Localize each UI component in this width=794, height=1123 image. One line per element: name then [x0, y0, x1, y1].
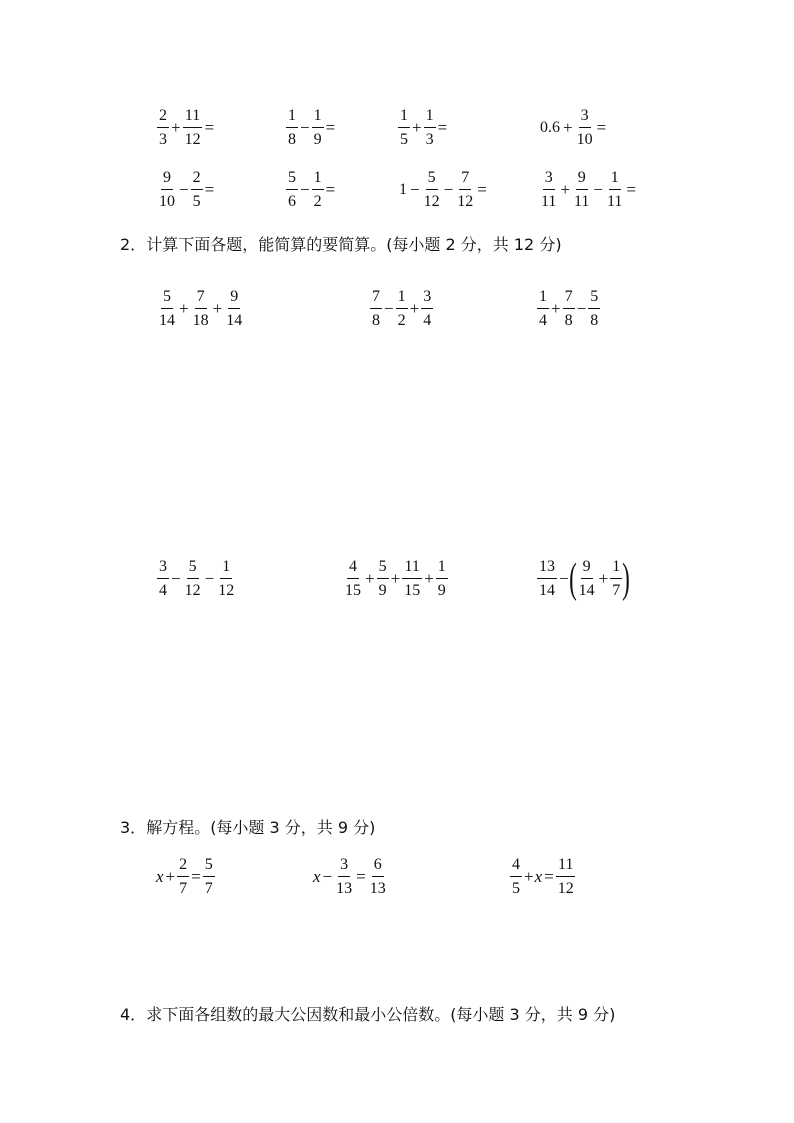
denominator: 18 — [192, 312, 209, 329]
operator: = — [437, 118, 448, 137]
operator: + — [563, 118, 573, 137]
expression — [538, 165, 637, 215]
numerator: 11 — [556, 857, 575, 877]
numerator: 11 — [402, 559, 421, 579]
fraction — [436, 559, 448, 599]
numerator: 7 — [459, 170, 471, 190]
numerator: 3 — [579, 108, 591, 128]
denominator: 12 — [557, 880, 574, 897]
expression — [156, 554, 237, 604]
denominator: 12 — [184, 131, 201, 148]
operator: − — [204, 569, 215, 588]
denominator: 14 — [539, 582, 555, 599]
fraction — [183, 108, 203, 148]
denominator: 2 — [397, 312, 406, 329]
operator: = — [204, 180, 215, 199]
fraction — [370, 289, 382, 329]
section2-heading — [120, 232, 562, 255]
numerator: 9 — [228, 289, 240, 309]
denominator: 9 — [437, 582, 446, 599]
expression — [156, 284, 245, 334]
numerator: 1 — [396, 289, 408, 309]
expression — [285, 165, 336, 215]
denominator: 10 — [159, 193, 175, 210]
denominator: 3 — [425, 131, 434, 148]
fraction — [424, 108, 436, 148]
operator: − — [300, 118, 310, 137]
section2-row-2 — [0, 554, 794, 604]
operator: − — [322, 867, 333, 886]
equation — [509, 852, 577, 902]
denominator: 13 — [336, 880, 353, 897]
numerator: 2 — [177, 857, 189, 877]
number: 0.6 — [540, 119, 560, 136]
fraction — [191, 170, 203, 210]
numerator: 1 — [312, 170, 324, 190]
variable: x — [156, 867, 164, 886]
operator: = — [626, 180, 636, 199]
numerator: 5 — [161, 289, 173, 309]
numerator: 2 — [157, 108, 169, 128]
operator: + — [598, 569, 609, 588]
denominator: 8 — [372, 312, 380, 329]
denominator: 6 — [288, 193, 296, 210]
numerator: 5 — [426, 170, 438, 190]
numerator: 1 — [424, 108, 436, 128]
section-instruction: 求下面各组数的最大公因数和最小公倍数。(每小题 3 分，共 9 分) — [146, 1005, 616, 1024]
fraction — [203, 857, 215, 897]
denominator: 2 — [313, 193, 322, 210]
denominator: 13 — [369, 880, 386, 897]
operator: − — [559, 569, 569, 588]
operator: + — [524, 867, 534, 886]
numerator: 1 — [537, 289, 549, 309]
fraction — [377, 559, 389, 599]
fraction — [191, 289, 211, 329]
section3-heading — [120, 815, 375, 838]
operator: + — [165, 867, 176, 886]
fraction — [398, 108, 410, 148]
section1-row-2 — [0, 165, 794, 215]
denominator: 5 — [512, 880, 520, 897]
expression — [536, 554, 629, 604]
denominator: 14 — [159, 312, 175, 329]
fraction — [605, 170, 624, 210]
operator: + — [212, 299, 223, 318]
denominator: 4 — [159, 582, 167, 599]
fraction — [157, 289, 177, 329]
expression — [285, 103, 336, 153]
operator: + — [365, 569, 375, 588]
fraction — [224, 289, 244, 329]
operator: = — [325, 180, 336, 199]
expression — [538, 103, 607, 153]
variable: x — [313, 867, 321, 886]
operator: − — [300, 180, 310, 199]
fraction — [537, 559, 557, 599]
numerator: 9 — [576, 170, 588, 190]
operator: = — [544, 867, 554, 886]
numerator: 7 — [563, 289, 575, 309]
expression — [156, 103, 215, 153]
numerator: 1 — [286, 108, 298, 128]
operator: + — [412, 118, 422, 137]
numerator: 1 — [610, 559, 622, 579]
operator: = — [356, 867, 366, 886]
denominator: 12 — [457, 193, 474, 210]
fraction — [455, 170, 475, 210]
operator: + — [551, 299, 561, 318]
denominator: 7 — [204, 880, 213, 897]
section-instruction: 解方程。(每小题 3 分，共 9 分) — [146, 818, 376, 837]
numerator: 4 — [510, 857, 522, 877]
denominator: 15 — [345, 582, 361, 599]
fraction — [334, 857, 354, 897]
fraction — [312, 108, 324, 148]
fraction — [396, 289, 408, 329]
expression — [156, 165, 215, 215]
numerator: 9 — [161, 170, 173, 190]
denominator: 14 — [226, 312, 243, 329]
numerator: 7 — [195, 289, 207, 309]
denominator: 5 — [400, 131, 408, 148]
numerator: 1 — [312, 108, 324, 128]
denominator: 12 — [218, 582, 235, 599]
numerator: 6 — [372, 857, 384, 877]
fraction — [577, 559, 597, 599]
variable: x — [534, 867, 543, 886]
denominator: 11 — [541, 193, 557, 210]
fraction — [157, 108, 169, 148]
fraction — [157, 170, 177, 210]
fraction — [537, 289, 549, 329]
fraction — [286, 108, 298, 148]
operator: − — [171, 569, 181, 588]
expression — [397, 103, 448, 153]
denominator: 4 — [423, 312, 432, 329]
fraction — [563, 289, 575, 329]
section-number: 2． — [120, 235, 147, 254]
fraction — [402, 559, 422, 599]
operator: = — [204, 118, 215, 137]
numerator: 5 — [203, 857, 215, 877]
numerator: 1 — [609, 170, 621, 190]
numerator: 3 — [157, 559, 169, 579]
denominator: 12 — [423, 193, 440, 210]
numerator: 4 — [347, 559, 359, 579]
fraction — [422, 170, 442, 210]
numerator: 5 — [588, 289, 600, 309]
expression — [369, 284, 434, 334]
expression — [342, 554, 449, 604]
denominator: 7 — [179, 880, 188, 897]
equation — [156, 852, 216, 902]
numerator: 5 — [377, 559, 389, 579]
fraction — [572, 170, 591, 210]
operator: + — [171, 118, 181, 137]
parenthesis: ) — [622, 556, 631, 602]
denominator: 11 — [607, 193, 623, 210]
expression — [397, 165, 488, 215]
operator: = — [596, 118, 607, 137]
fraction — [312, 170, 324, 210]
fraction — [575, 108, 595, 148]
operator: − — [384, 299, 394, 318]
numerator: 3 — [543, 170, 555, 190]
denominator: 5 — [192, 193, 201, 210]
numerator: 13 — [537, 559, 557, 579]
number: 1 — [399, 181, 407, 198]
operator: − — [443, 180, 454, 199]
section-instruction: 计算下面各题，能简算的要简算。(每小题 2 分，共 12 分) — [146, 235, 562, 254]
denominator: 11 — [574, 193, 590, 210]
numerator: 3 — [338, 857, 350, 877]
fraction — [588, 289, 600, 329]
numerator: 1 — [436, 559, 448, 579]
denominator: 15 — [404, 582, 421, 599]
fraction — [157, 559, 169, 599]
numerator: 2 — [191, 170, 203, 190]
denominator: 14 — [578, 582, 595, 599]
denominator: 8 — [288, 131, 296, 148]
operator: + — [424, 569, 434, 588]
section4-heading — [120, 1002, 615, 1025]
denominator: 12 — [184, 582, 201, 599]
numerator: 5 — [286, 170, 298, 190]
numerator: 1 — [220, 559, 232, 579]
operator: = — [325, 118, 336, 137]
denominator: 4 — [539, 312, 547, 329]
operator: − — [576, 299, 587, 318]
numerator: 3 — [421, 289, 433, 309]
operator: − — [410, 180, 420, 199]
fraction — [556, 857, 576, 897]
denominator: 7 — [612, 582, 621, 599]
operator: + — [409, 299, 420, 318]
equation — [313, 852, 389, 902]
operator: + — [179, 299, 189, 318]
parenthesis: ( — [568, 556, 577, 602]
operator: = — [191, 867, 201, 886]
fraction — [610, 559, 622, 599]
operator: − — [179, 180, 189, 199]
section1-row-1 — [0, 103, 794, 153]
section-number: 4． — [120, 1005, 147, 1024]
operator: + — [390, 569, 401, 588]
fraction — [183, 559, 203, 599]
operator: − — [593, 180, 603, 199]
numerator: 5 — [187, 559, 199, 579]
numerator: 11 — [183, 108, 202, 128]
denominator: 3 — [159, 131, 167, 148]
fraction — [286, 170, 298, 210]
denominator: 8 — [590, 312, 599, 329]
fraction — [216, 559, 236, 599]
fraction — [343, 559, 363, 599]
section3-row-1 — [0, 852, 794, 902]
section2-row-1 — [0, 284, 794, 334]
numerator: 9 — [581, 559, 593, 579]
denominator: 9 — [378, 582, 387, 599]
denominator: 10 — [576, 131, 593, 148]
section-number: 3． — [120, 818, 147, 837]
denominator: 9 — [313, 131, 322, 148]
operator: + — [560, 180, 570, 199]
fraction — [421, 289, 433, 329]
fraction — [510, 857, 522, 897]
operator: = — [477, 180, 487, 199]
expression — [536, 284, 601, 334]
denominator: 8 — [564, 312, 573, 329]
fraction — [177, 857, 189, 897]
numerator: 1 — [398, 108, 410, 128]
numerator: 7 — [370, 289, 382, 309]
fraction — [539, 170, 558, 210]
fraction — [368, 857, 388, 897]
